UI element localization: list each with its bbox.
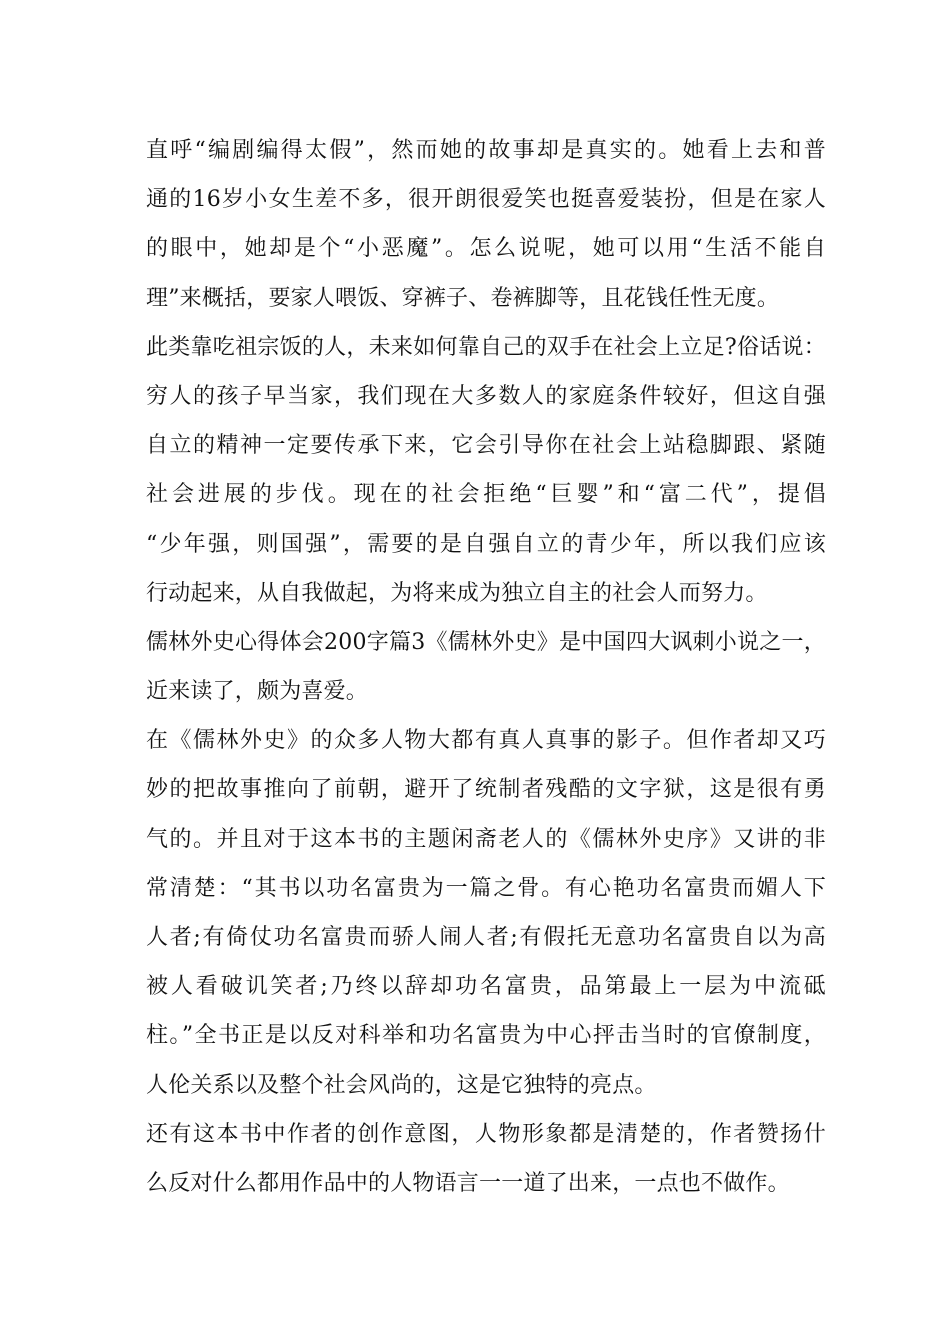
text-line: 被人看破讥笑者;乃终以辞却功名富贵，品第最上一层为中流砥 bbox=[146, 974, 826, 1000]
text-line: 理”来概括，要家人喂饭、穿裤子、卷裤脚等，且花钱任性无度。 bbox=[146, 285, 780, 311]
text-line: 还有这本书中作者的创作意图，人物形象都是清楚的，作者赞扬什 bbox=[146, 1121, 826, 1147]
text-line: 儒林外史心得体会200字篇3《儒林外史》是中国四大讽刺小说之一， bbox=[146, 629, 826, 655]
text-line: 妙的把故事推向了前朝，避开了统制者残酷的文字狱，这是很有勇 bbox=[146, 777, 826, 803]
text-line: 人伦关系以及整个社会风尚的，这是它独特的亮点。 bbox=[146, 1072, 657, 1098]
text-line: 的眼中，她却是个“小恶魔”。怎么说呢，她可以用“生活不能自 bbox=[146, 236, 826, 262]
text-line: 常清楚：“其书以功名富贵为一篇之骨。有心艳功名富贵而媚人下 bbox=[146, 875, 826, 901]
text-line: 直呼“编剧编得太假”，然而她的故事却是真实的。她看上去和普 bbox=[146, 138, 826, 163]
text-line: “少年强，则国强”，需要的是自强自立的青少年，所以我们应该 bbox=[146, 531, 826, 557]
text-line: 近来读了，颇为喜爱。 bbox=[146, 679, 369, 705]
text-line: 此类靠吃祖宗饭的人，未来如何靠自己的双手在社会上立足?俗话说： bbox=[146, 334, 826, 360]
text-line: 气的。并且对于这本书的主题闲斋老人的《儒林外史序》又讲的非 bbox=[146, 826, 826, 852]
text-line: 自立的精神一定要传承下来，它会引导你在社会上站稳脚跟、紧随 bbox=[146, 433, 826, 459]
text-line: 通的16岁小女生差不多，很开朗很爱笑也挺喜爱装扮，但是在家人 bbox=[146, 187, 826, 213]
text-line: 在《儒林外史》的众多人物大都有真人真事的影子。但作者却又巧 bbox=[146, 728, 826, 754]
text-line: 穷人的孩子早当家，我们现在大多数人的家庭条件较好，但这自强 bbox=[146, 383, 826, 409]
body-text bbox=[146, 126, 826, 1208]
text-line: 么反对什么都用作品中的人物语言一一道了出来，一点也不做作。 bbox=[146, 1170, 790, 1196]
text-line: 社会进展的步伐。现在的社会拒绝“巨婴”和“富二代”，提倡 bbox=[146, 482, 826, 508]
text-line: 柱。”全书正是以反对科举和功名富贵为中心抨击当时的官僚制度， bbox=[146, 1023, 826, 1049]
text-line: 行动起来，从自我做起，为将来成为独立自主的社会人而努力。 bbox=[146, 580, 768, 606]
text-line: 人者;有倚仗功名富贵而骄人闹人者;有假托无意功名富贵自以为高 bbox=[146, 925, 826, 950]
